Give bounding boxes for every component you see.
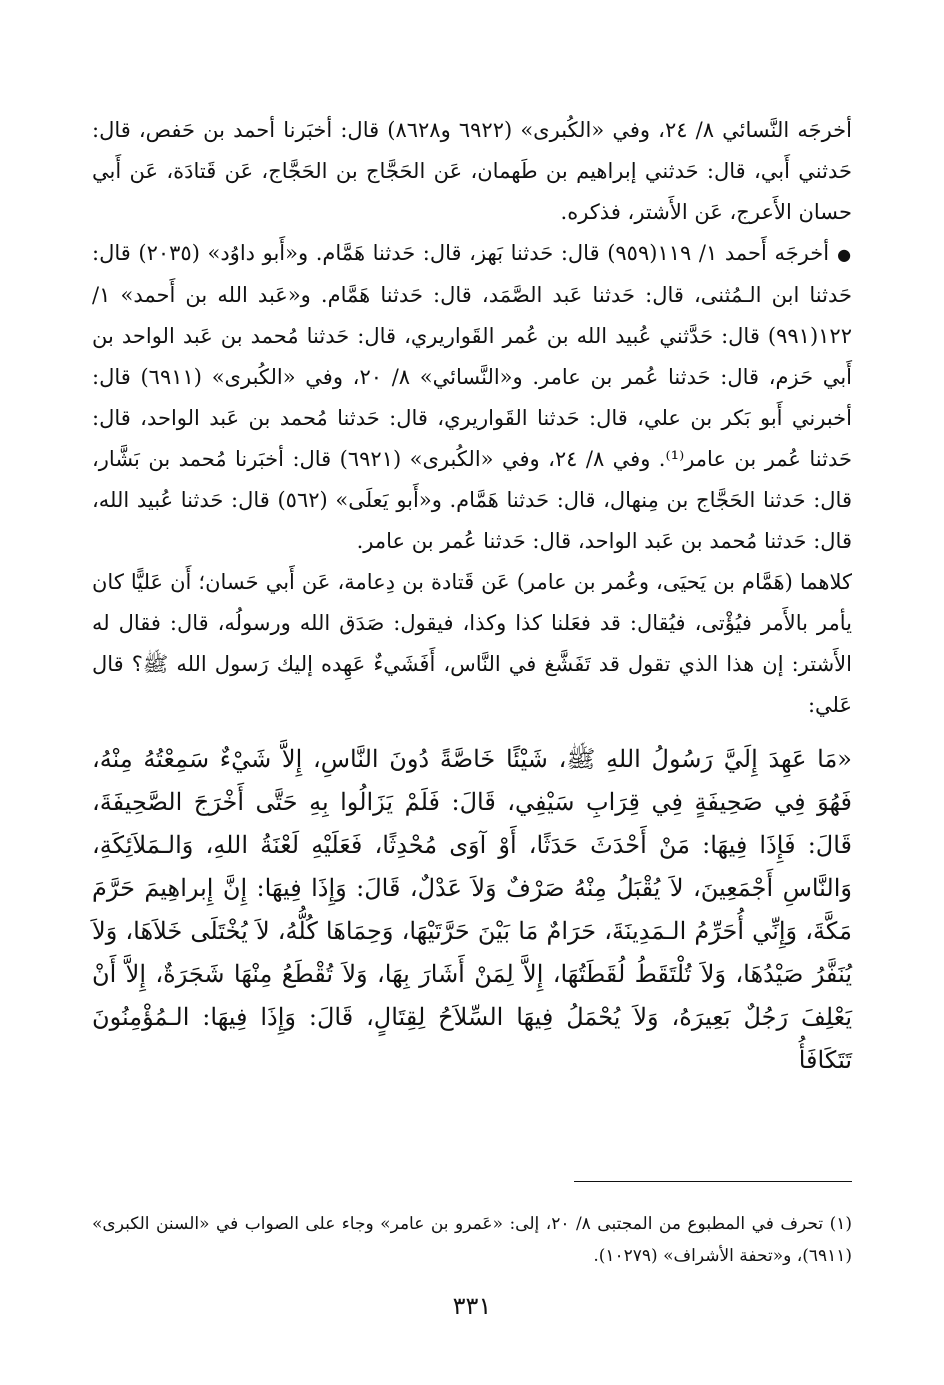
paragraph-takhrij-2: ● أخرجَه أَحمد ١/ ١١٩(٩٥٩) قال: حَدثنا بَهز، قال: حَدثنا هَمَّام. و«أَبو داوُد» (٢٠٣٥) قال: حَدثنا ابن الـمُثنى، قال: حَدثنا عَبد الصَّمَد، قال: حَدثنا هَمَّام. و«عَبد الله بن أَحمد» ١/ ١٢٢(٩٩١) قال: حَدَّثني عُبيد الله بن عُمر القَواريري، قال: حَدثنا مُحمد بن عَبد الواحد بن أَبي حَزم، قال: حَدثنا عُمر بن عامر. و«النَّسائي» ٨/ ٢٠، وفي «الكُبرى» (٦٩١١) قال: أخبرني أَبو بَكر بن علي، قال: حَدثنا القَواريري، قال: حَدثنا مُحمد بن عَبد الواحد، قال: حَدثنا عُمر بن عامر⁽¹⁾. وفي ٨/ ٢٤، وفي «الكُبرى» (٦٩٢١) قال: أخبَرنا مُحمد بن بَشَّار، قال: حَدثنا الحَجَّاج بن مِنهال، قال: حَدثنا هَمَّام. و«أَبو يَعلَى» (٥٦٢) قال: حَدثنا عُبيد الله، قال: حَدثنا مُحمد بن عَبد الواحد، قال: حَدثنا عُمر بن عامر. [92,233,852,562]
footnote-divider [574,1181,852,1182]
page-number: ٣٣١ [452,1292,492,1320]
paragraph-takhrij-1: أخرجَه النَّسائي ٨/ ٢٤، وفي «الكُبرى» (٦٩٢٢ و٨٦٢٨) قال: أخبَرنا أحمد بن حَفص، قال: حَدثني أَبي، قال: حَدثني إبراهيم بن طَهمان، عَن الحَجَّاج بن الحَجَّاج، عَن قَتادَة، عَن أَبي حسان الأَعرج، عَن الأَشتر، فذكره. [92,118,852,224]
footnote: (١) تحرف في المطبوع من المجتبى ٨/ ٢٠، إلى: «عَمرو بن عامر» وجاء على الصواب في «السنن الكبرى» (٦٩١١)، و«تحفة الأشراف» (١٠٢٧٩). [92,1214,852,1266]
hadith-text: «مَا عَهِدَ إِلَيَّ رَسُولُ اللهِ ﷺ، شَيْئًا خَاصَّةً دُونَ النَّاسِ، إِلاَّ شَيْءٌ سَمِعْتُهُ مِنْهُ، فَهُوَ فِي صَحِيفَةٍ فِي قِرَابِ سَيْفِي، قَالَ: فَلَمْ يَزَالُوا بِهِ حَتَّى أَخْرَجَ الصَّحِيفَةَ، قَالَ: فَإِذَا فِيهَا: مَنْ أَحْدَثَ حَدَثًا، أَوْ آوَى مُحْدِثًا، فَعَلَيْهِ لَعْنَةُ اللهِ، وَالـمَلاَئِكَةِ، وَالنَّاسِ أَجْمَعِينَ، لاَ يُقْبَلُ مِنْهُ صَرْفٌ وَلاَ عَدْلٌ، قَالَ: وَإِذَا فِيهَا: إِنَّ إِبراهِيمَ حَرَّمَ مَكَّةَ، وَإِنِّي أُحَرِّمُ الـمَدِينَةَ، حَرَامٌ مَا بَيْنَ حَرَّتَيْهَا، وَحِمَاهَا كُلُّهُ، لاَ يُخْتَلَى خَلاَهَا، وَلاَ يُنَفَّرُ صَيْدُهَا، وَلاَ تُلْتَقَطُ لُقَطَتُهَا، إِلاَّ لِمَنْ أَشَارَ بِهَا، وَلاَ تُقْطَعُ مِنْهَا شَجَرَةٌ، إِلاَّ أَنْ يَعْلِفَ رَجُلٌ بَعِيرَهُ، وَلاَ يُحْمَلُ فِيهَا السِّلاَحُ لِقِتَالٍ، قَالَ: وَإِذَا فِيهَا: الـمُؤْمِنُونَ تَتَكَافَأُ [92,745,852,1074]
main-text [92,110,852,1106]
paragraph-narration: كلاهما (هَمَّام بن يَحيَى، وعُمر بن عامر) عَن قَتادة بن دِعامة، عَن أَبي حَسان؛ أَن عَليًّا كان يأمر بالأَمر فيُؤْتى، فيُقال: قد فعَلنا كذا وكذا، فيقول: صَدَق الله ورسولُه، قال: فقال له الأَشتر: إن هذا الذي تقول قد تَفَشَّغ في النَّاس، أَفَشَيءٌ عَهِده إليك رَسول الله ﷺ؟ قال عَلي: [92,570,852,717]
